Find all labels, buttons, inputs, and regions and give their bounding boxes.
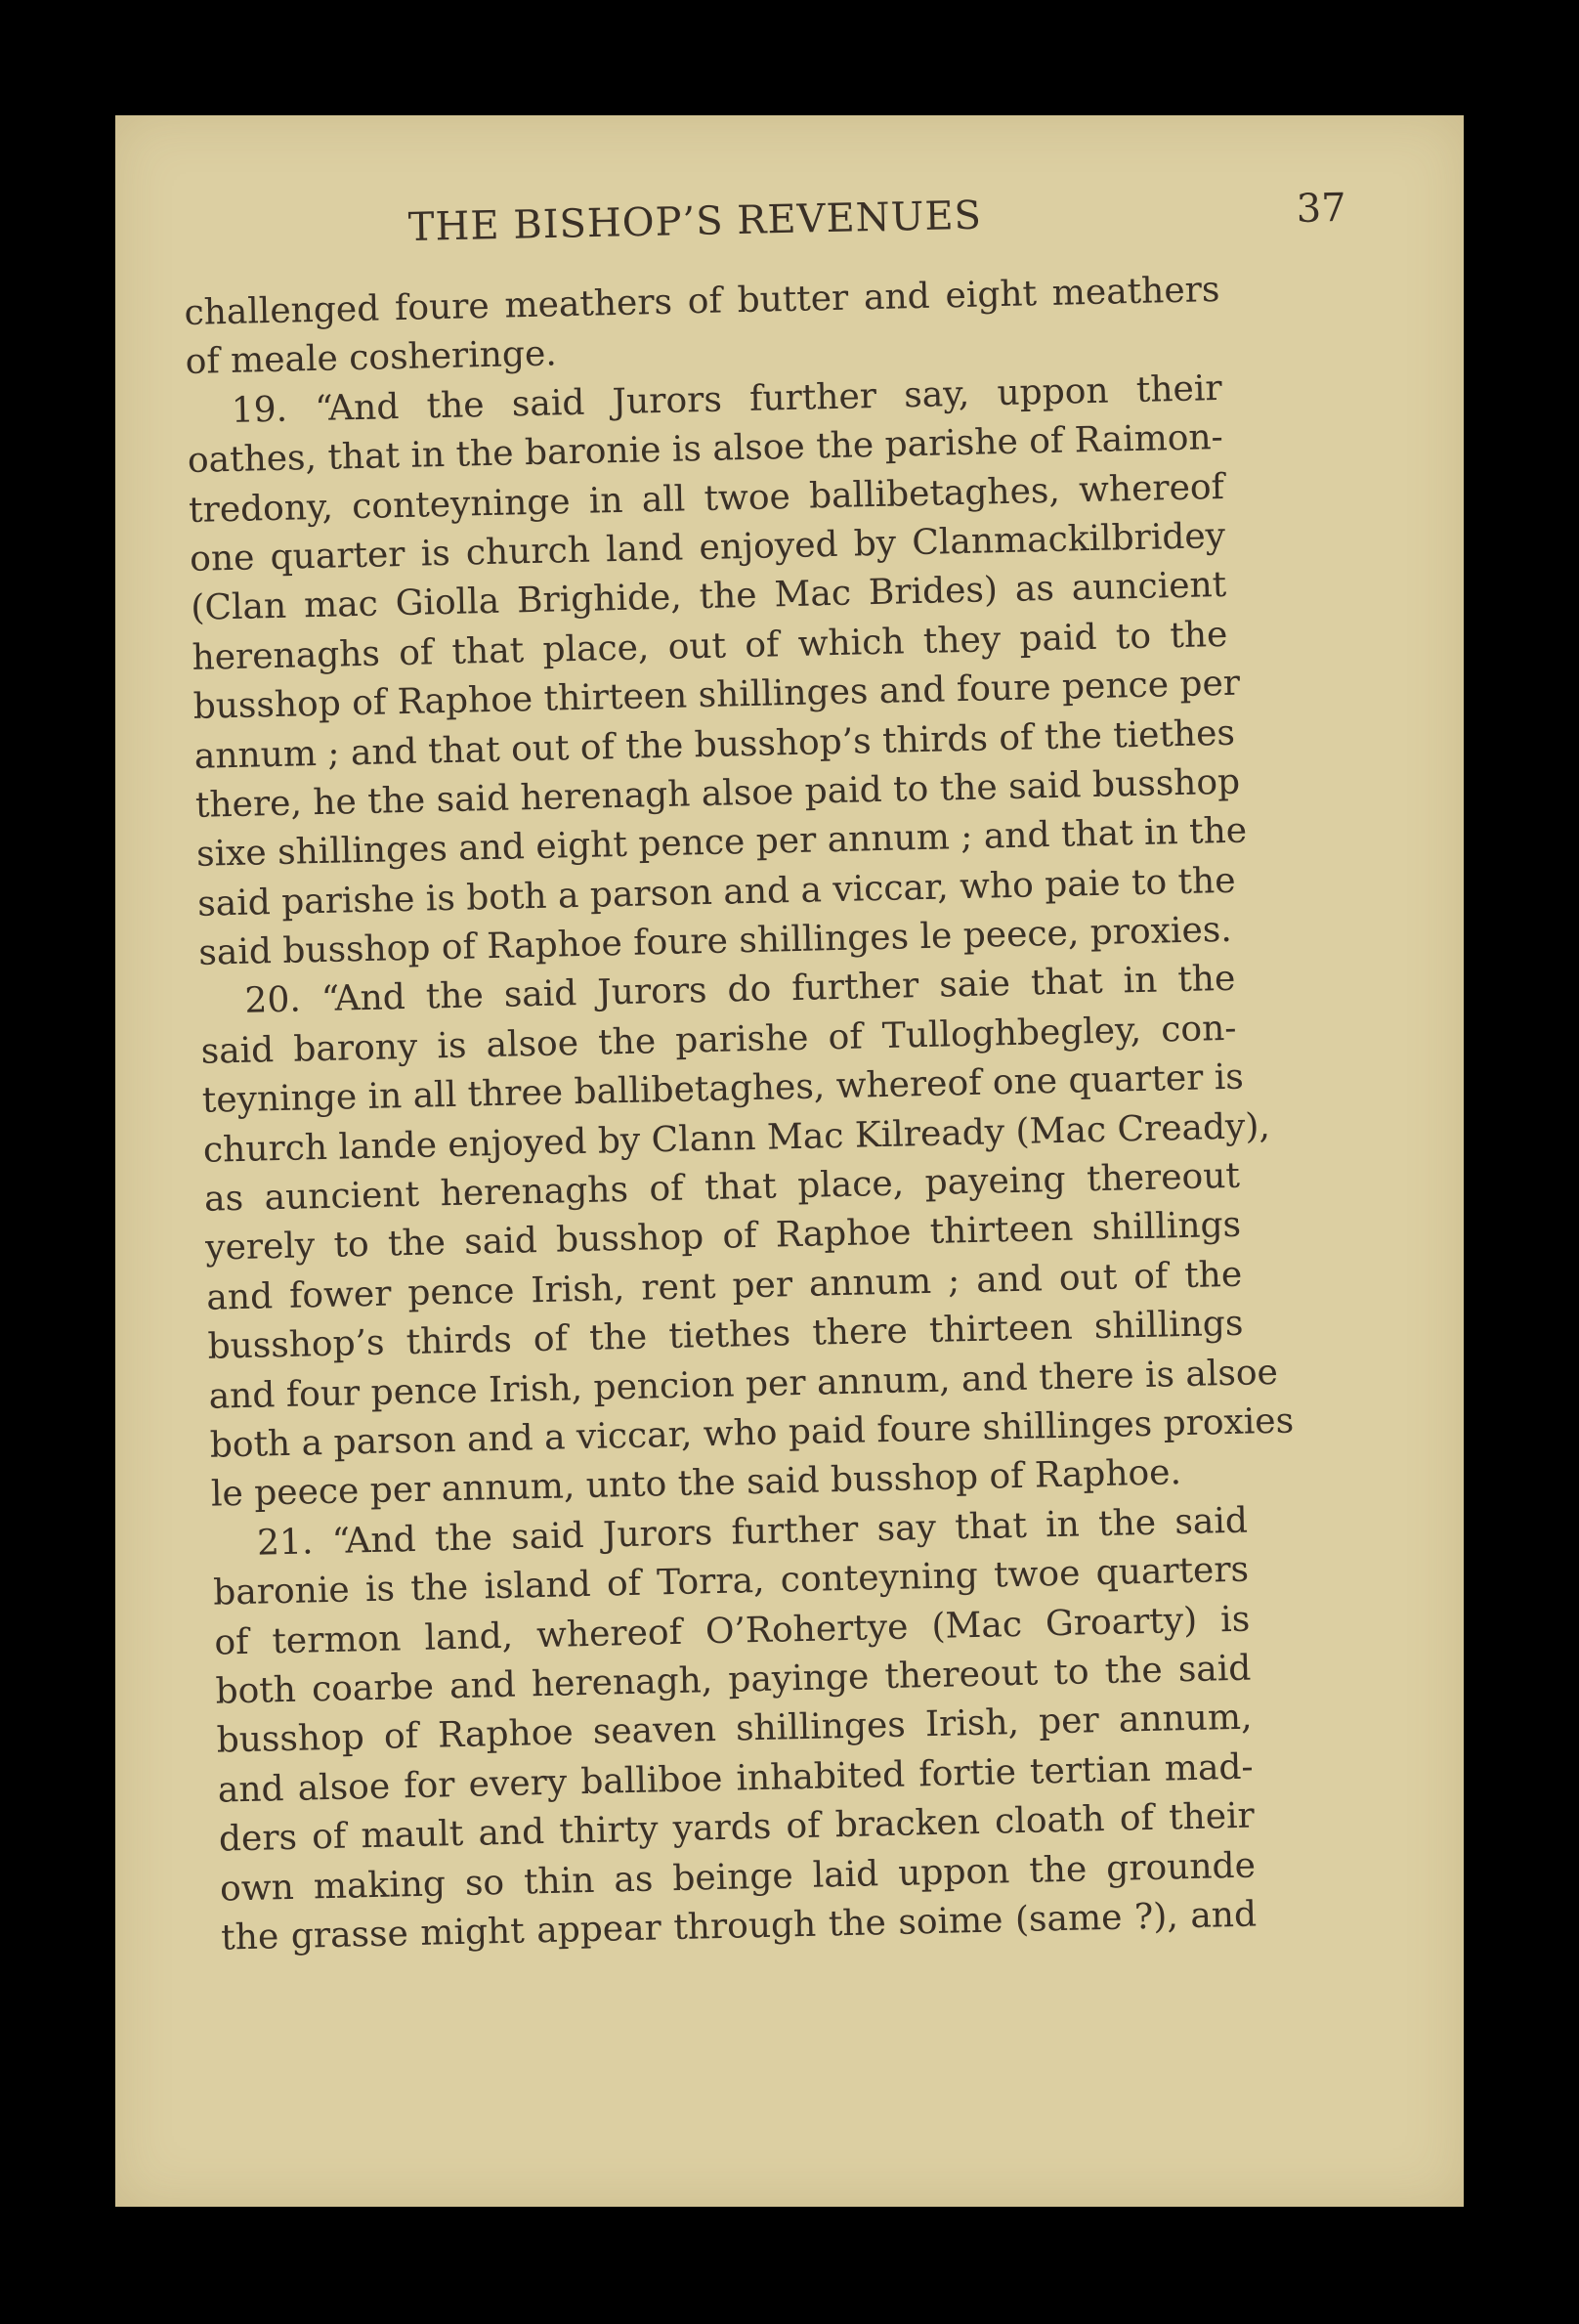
text-line: busshop of Raphoe thirteen shillinges and foure pence per <box>192 663 1241 728</box>
text-line: both a parson and a viccar, who paid foure shillinges proxies <box>209 1400 1295 1466</box>
text-line: of termon land, whereof O’Rohertye (Mac Groarty) is <box>213 1599 1251 1663</box>
text-line: said busshop of Raphoe foure shillinges le peece, proxies. <box>197 909 1233 973</box>
text-line: ders of mault and thirty yards of bracken cloath of their <box>218 1795 1256 1860</box>
text-line: there, he the said herenagh alsoe paid to the said busshop <box>194 761 1241 826</box>
text-line: oathes, that in the baronie is alsoe the parishe of Raimon- <box>187 417 1224 482</box>
text-line: said parishe is both a parson and a viccar, who paie to the <box>196 860 1236 925</box>
text-line: own making so thin as beinge laid uppon the grounde <box>219 1845 1257 1910</box>
text-line: and fower pence Irish, rent per annum ; and out of the <box>205 1254 1243 1318</box>
page-header <box>407 186 1346 264</box>
text-line: baronie is the island of Torra, conteyning twoe quarters <box>212 1549 1250 1614</box>
text-line: herenaghs of that place, out of which they paid to the <box>192 614 1228 678</box>
text-line: sixe shillinges and eight pence per annum ; and that in the <box>195 810 1248 876</box>
text-line: one quarter is church land enjoyed by Clanmackilbridey <box>189 515 1226 580</box>
text-line: church lande enjoyed by Clann Mac Kilready (Mac Cready), <box>202 1105 1271 1171</box>
running-title: THE BISHOP’S REVENUES <box>407 193 983 250</box>
text-line: 21. “And the said Jurors further say that in the said <box>256 1500 1249 1564</box>
text-line: both coarbe and herenagh, payinge thereout to the said <box>215 1648 1252 1712</box>
text-line: and alsoe for every balliboe inhabited fortie tertian mad- <box>217 1746 1255 1811</box>
page-number: 37 <box>1296 185 1347 232</box>
text-line: the grasse might appear through the soime (same ?), and <box>220 1894 1258 1958</box>
text-line: yerely to the said busshop of Raphoe thirteen shillings <box>204 1205 1242 1270</box>
text-line: (Clan mac Giolla Brighide, the Mac Brides) as auncient <box>190 565 1227 629</box>
text-line: and four pence Irish, pencion per annum, and there is alsoe <box>208 1352 1279 1417</box>
text-line: tredony, conteyninge in all twoe ballibetaghes, whereof <box>188 466 1225 531</box>
text-line: challenged foure meathers of butter and eight meathers <box>184 269 1220 333</box>
text-line: busshop’s thirds of the tiethes there thirteen shillings <box>207 1303 1244 1367</box>
book-page <box>115 115 1464 2207</box>
text-line: said barony is alsoe the parishe of Tulloghbegley, con- <box>200 1008 1237 1072</box>
body-text <box>184 266 1295 1963</box>
text-line: busshop of Raphoe seaven shillinges Irish, per annum, <box>216 1697 1253 1761</box>
text-line: teyninge in all three ballibetaghes, whereof one quarter is <box>201 1056 1245 1122</box>
text-line: 19. “And the said Jurors further say, uppon their <box>231 367 1223 431</box>
text-line: 20. “And the said Jurors do further saie that in the <box>244 959 1236 1022</box>
text-line: le peece per annum, unto the said busshop of Raphoe. <box>210 1452 1182 1516</box>
text-line: annum ; and that out of the busshop’s thirds of the tiethes <box>193 712 1236 777</box>
text-line: of meale cosheringe. <box>185 333 558 383</box>
text-line: as auncient herenaghs of that place, payeing thereout <box>203 1155 1241 1220</box>
